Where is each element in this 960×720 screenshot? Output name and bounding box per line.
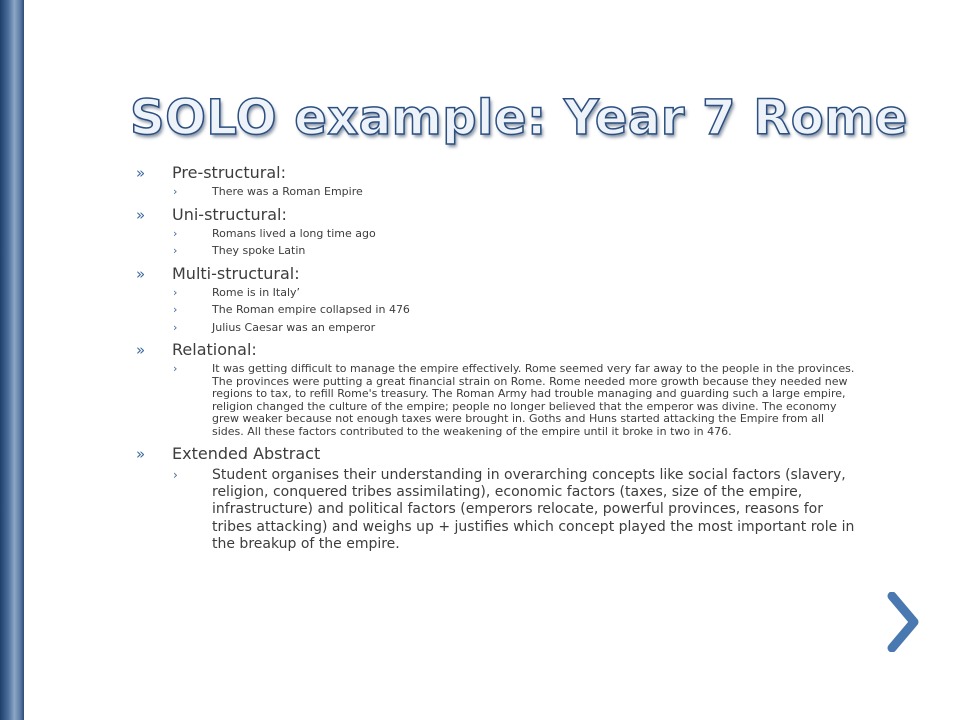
section-uni-structural <box>135 204 855 258</box>
section-extended-abstract <box>135 443 855 553</box>
bullet-icon: » <box>136 341 146 359</box>
list-item <box>135 186 855 199</box>
sub-bullet-icon: › <box>173 362 178 375</box>
list-item <box>135 467 855 553</box>
slide-title: SOLO example: Year 7 Rome <box>130 90 908 146</box>
sub-bullet-icon: › <box>173 285 178 299</box>
section-heading: Relational: <box>172 340 257 359</box>
section-heading-row <box>135 263 855 285</box>
section-heading: Pre-structural: <box>172 163 286 182</box>
list-item <box>135 304 855 317</box>
sub-bullet-icon: › <box>173 320 178 334</box>
list-item-text: They spoke Latin <box>212 244 306 257</box>
section-heading-row <box>135 162 855 184</box>
sub-bullet-icon: › <box>173 226 178 240</box>
sub-bullet-icon: › <box>173 185 178 198</box>
section-heading-row <box>135 339 855 361</box>
list-item <box>135 287 855 300</box>
section-heading-row <box>135 204 855 226</box>
list-item-text: Rome is in Italy’ <box>212 285 301 299</box>
section-relational <box>135 339 855 438</box>
section-heading: Multi-structural: <box>172 263 300 283</box>
list-item-text: The Roman empire collapsed in 476 <box>212 303 410 316</box>
section-multi-structural <box>135 263 855 335</box>
sub-bullet-icon: › <box>173 303 178 316</box>
slide-content <box>135 162 855 558</box>
sub-bullet-icon: › <box>173 244 178 257</box>
bullet-icon: » <box>136 445 146 463</box>
bullet-icon: » <box>136 164 146 182</box>
section-heading-row <box>135 443 855 465</box>
bullet-icon: » <box>136 264 146 283</box>
list-item-text: Student organises their understanding in overarching concepts like social factors (slavery, religion, conquered tribes assimilating), economic factors (taxes, size of the empire, infrastructure) and political factors (emperors relocate, powerful provinces, reasons for tribes attacking) and weighs up + justifies which concept played the most important role in the breakup of the empire. <box>212 467 855 552</box>
chevron-right-icon[interactable] <box>884 592 920 652</box>
list-item <box>135 322 855 335</box>
section-heading: Uni-structural: <box>172 204 287 224</box>
list-item <box>135 245 855 258</box>
section-heading: Extended Abstract <box>172 444 321 463</box>
left-accent-bar <box>0 0 24 720</box>
list-item-text: Julius Caesar was an emperor <box>212 320 376 334</box>
list-item-text: Romans lived a long time ago <box>212 226 376 240</box>
list-item <box>135 363 855 438</box>
section-pre-structural <box>135 162 855 199</box>
bullet-icon: » <box>136 205 146 224</box>
list-item-text: There was a Roman Empire <box>212 185 363 198</box>
list-item-text: It was getting difficult to manage the empire effectively. Rome seemed very far away to the people in the provinces. The provinces were putting a great financial strain on Rome. Rome needed more growth because they needed new regions to tax, to refill Rome's treasury. The Roman Army had trouble managing and guarding such a large empire, religion changed the culture of the empire; people no longer believed that the emperor was divine. The economy grew weaker because not enough taxes were brought in. Goths and Huns started attacking the Empire from all sides. All these factors contributed to the weakening of the empire until it broke in two in 476. <box>212 362 855 438</box>
list-item <box>135 228 855 241</box>
sub-bullet-icon: › <box>173 468 178 482</box>
